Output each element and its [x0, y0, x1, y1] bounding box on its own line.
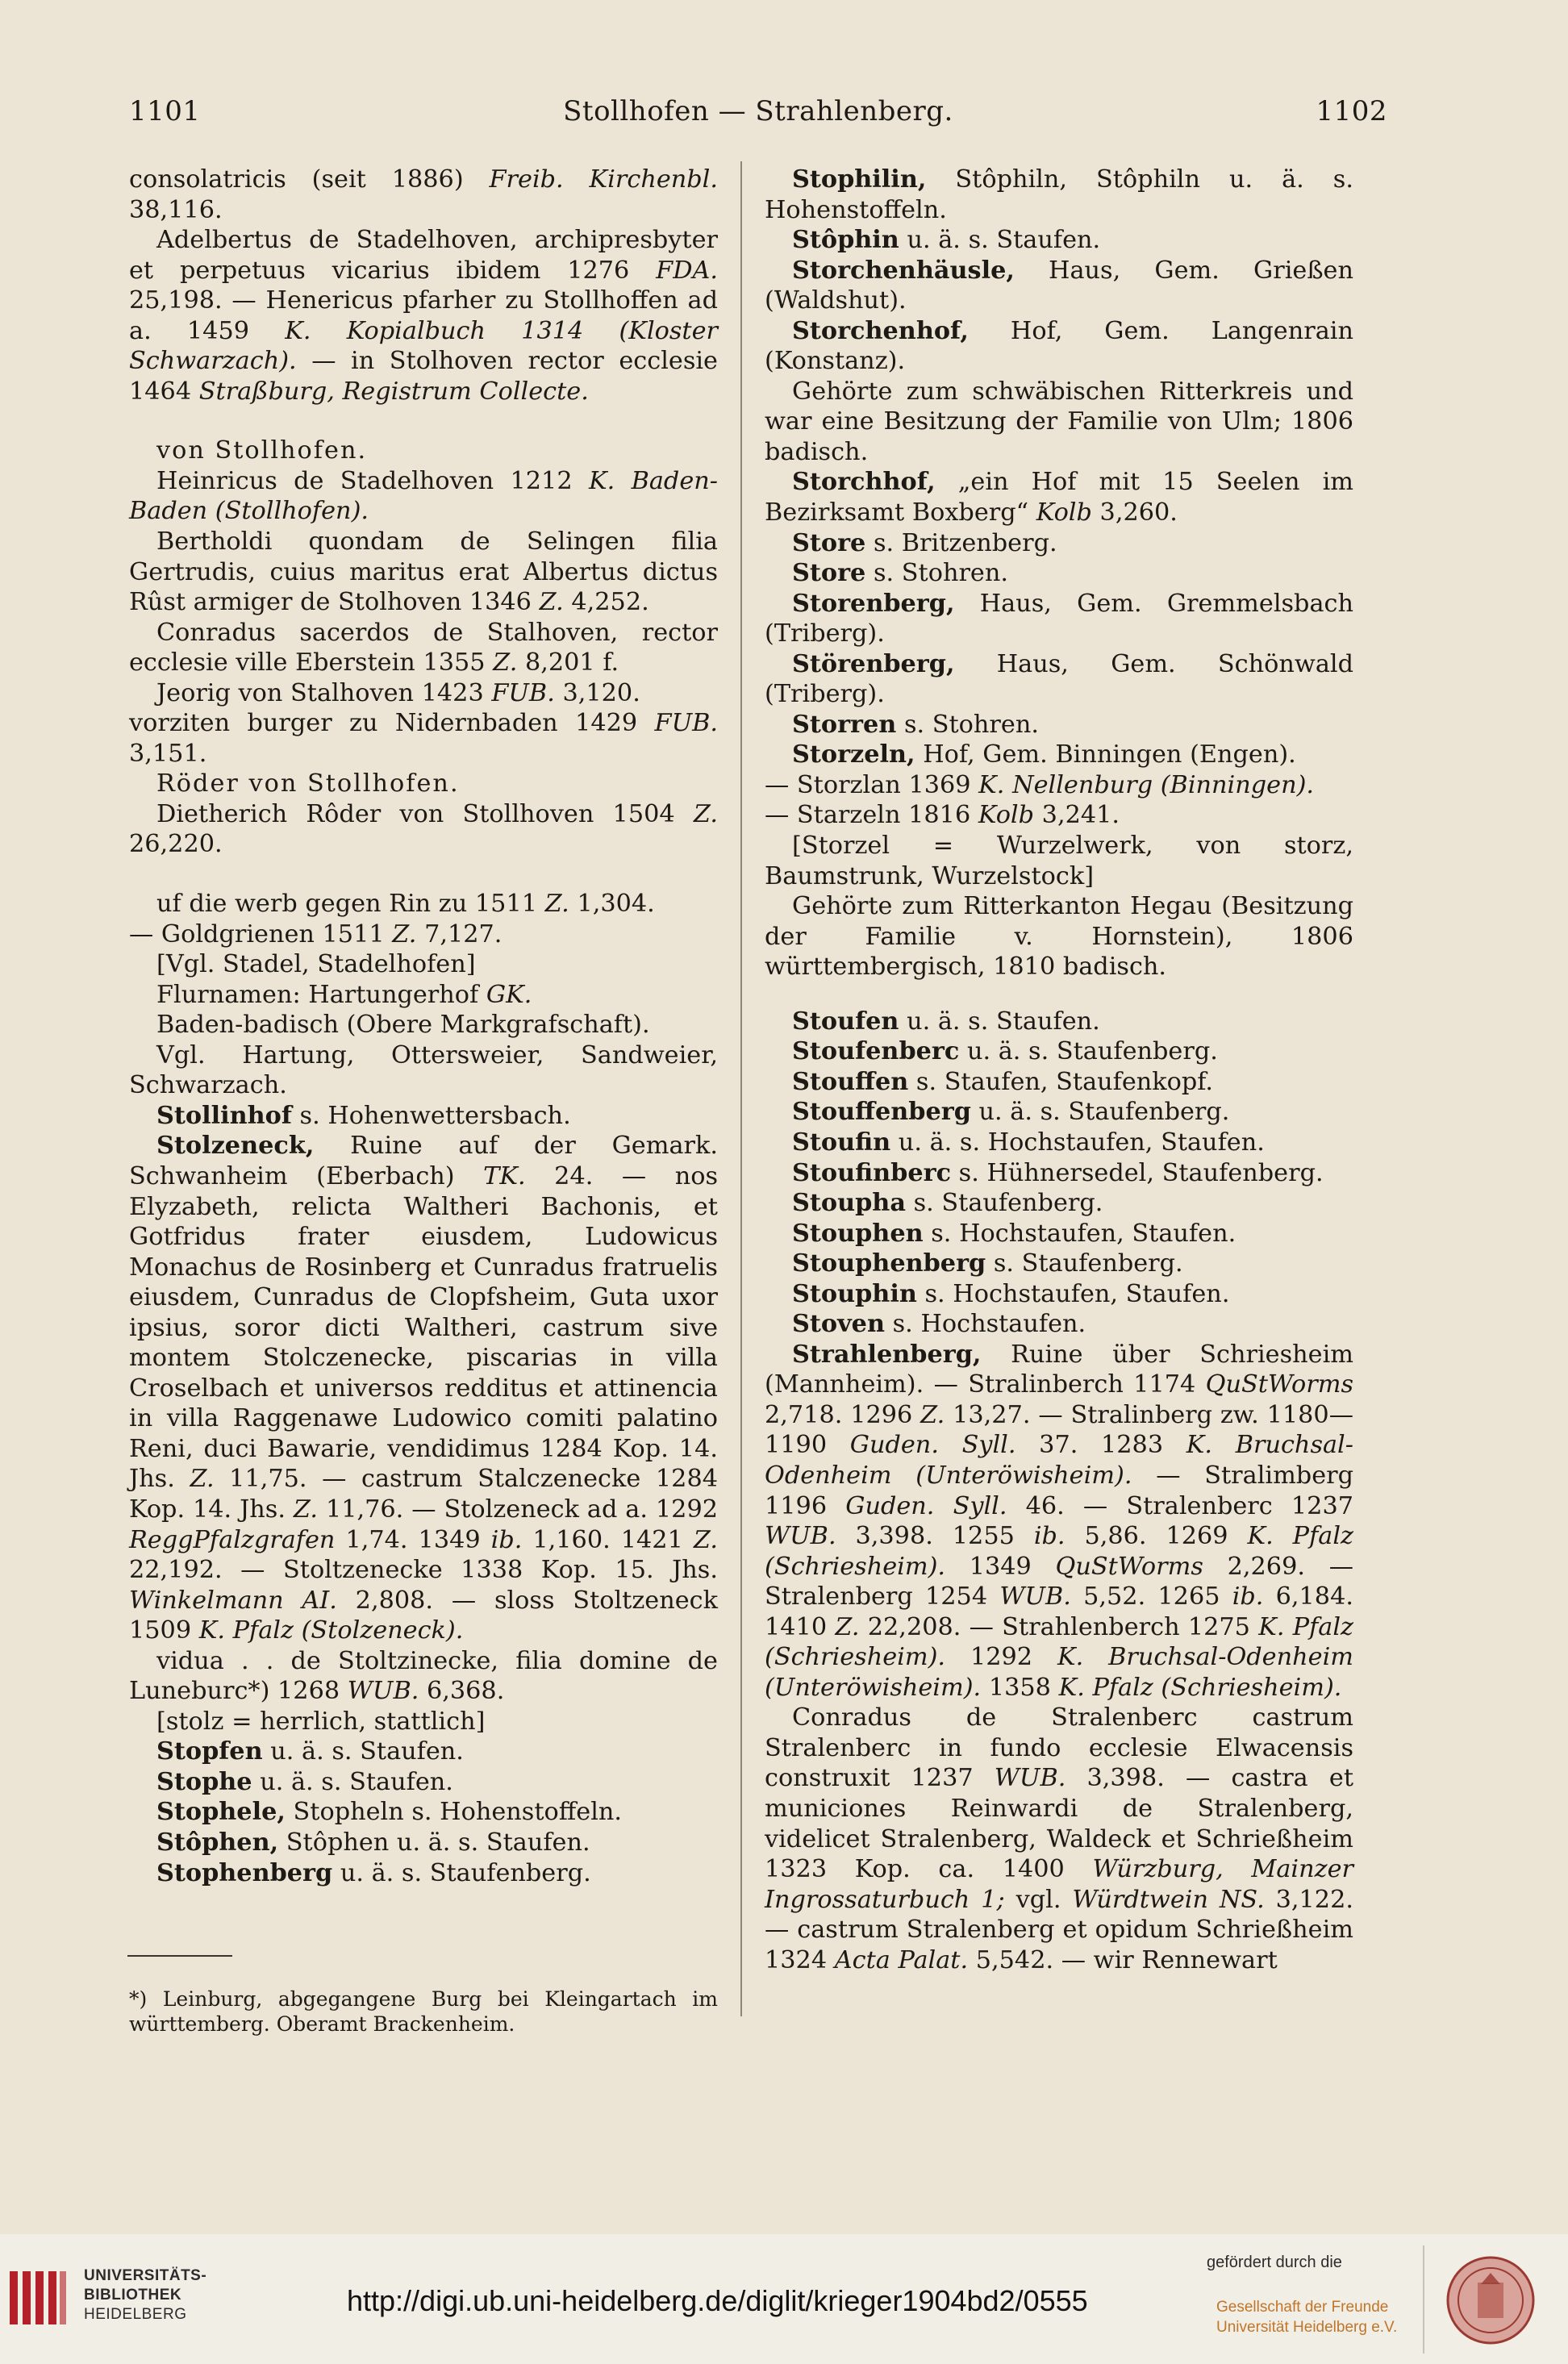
running-header: [129, 95, 1387, 144]
paragraph: Flurnamen: Hartungerhof GK.: [156, 980, 532, 1009]
library-name: UNIVERSITÄTS- BIBLIOTHEK HEIDELBERG: [84, 2267, 207, 2323]
paragraph: Gehörte zum schwäbischen Ritterkreis und war eine Besitzung der Familie von Ulm; 1806 badisch.: [765, 377, 1353, 466]
sponsor-label: gefördert durch die: [1207, 2254, 1342, 2271]
page-number-right: 1102: [1316, 95, 1387, 127]
paragraph: [stolz = herrlich, stattlich]: [156, 1707, 486, 1736]
entry: Stoven s. Hochstaufen.: [792, 1310, 1086, 1339]
entry: Stouffen s. Staufen, Staufenkopf.: [792, 1067, 1214, 1096]
entry: Stoufen u. ä. s. Staufen.: [792, 1007, 1100, 1036]
paragraph: Heinricus de Stadelhoven 1212 K. Baden-Baden (Stollhofen).: [129, 466, 718, 526]
entry: Stophele, Stopheln s. Hohenstoffeln.: [156, 1798, 623, 1827]
entry: Storchenhäusle, Haus, Gem. Grießen (Waldshut).: [765, 256, 1353, 315]
entry: Stôphen, Stôphen u. ä. s. Staufen.: [156, 1828, 590, 1857]
university-library-logo-icon: [5, 2265, 71, 2331]
paragraph: Dietherich Rôder von Stollhoven 1504 Z. 26,220.: [129, 799, 718, 859]
paragraph: — Goldgrienen 1511 Z. 7,127.: [129, 919, 503, 949]
entry: Stolzeneck, Ruine auf der Gemark. Schwanheim (Eberbach) TK. 24. — nos Elyzabeth, relicta Waltheri Bachonis, et Gotfridus frater eiusdem, Ludowicus Monachus de Rosinberg et Cunradus fratruelis eiusdem, Cunradus de Clopfsheim, Guta uxor ipsius, soror dicti Waltheri, castrum sive montem Stolczenecke, piscarias in villa Croselbach et universos redditus et attinencia in villa Raggenawe Ludowico comiti palatino Reni, duci Bawarie, vendidimus 1284 Kop. 14. Jhs. Z. 11,75. — castrum Stalczenecke 1284 Kop. 14. Jhs. Z. 11,76. — Stolzeneck ad a. 1292 ReggPfalzgrafen 1,74. 1349 ib. 1,160. 1421 Z. 22,192. — Stoltzenecke 1338 Kop. 15. Jhs. Winkelmann AI. 2,808. — sloss Stoltzeneck 1509 K. Pfalz (Stolzeneck).: [129, 1132, 719, 1645]
paragraph: Conradus sacerdos de Stalhoven, rector ecclesie ville Eberstein 1355 Z. 8,201 f.: [129, 618, 718, 678]
footer-divider: [1423, 2245, 1424, 2354]
permalink-url[interactable]: http://digi.ub.uni-heidelberg.de/diglit/krieger1904bd2/0555: [347, 2284, 1088, 2317]
entry: Store s. Britzenberg.: [792, 528, 1057, 557]
paragraph: Vgl. Hartung, Ottersweier, Sandweier, Schwarzach.: [129, 1040, 718, 1100]
section-heading: von Stollhofen.: [156, 436, 368, 465]
entry: Stoupha s. Staufenberg.: [792, 1189, 1103, 1218]
running-title: Stollhofen — Strahlenberg.: [563, 95, 953, 127]
university-seal-icon: [1445, 2255, 1536, 2345]
paragraph: — Starzeln 1816 Kolb 3,241.: [765, 801, 1120, 830]
entry: Stoufenberc u. ä. s. Staufenberg.: [792, 1037, 1218, 1066]
entry: Stouffenberg u. ä. s. Staufenberg.: [792, 1098, 1230, 1127]
paragraph: [Vgl. Stadel, Stadelhofen]: [156, 950, 476, 979]
paragraph: [Storzel = Wurzelwerk, von storz, Baumstrunk, Wurzelstock]: [765, 832, 1353, 890]
entry: Stouphenberg s. Staufenberg.: [792, 1249, 1183, 1278]
entry: Stollinhof s. Hohenwettersbach.: [156, 1101, 571, 1130]
entry: Storchhof, „ein Hof mit 15 Seelen im Bezirksamt Boxberg“ Kolb 3,260.: [765, 468, 1353, 527]
footnote: *) Leinburg, abgegangene Burg bei Kleingartach im württemberg. Oberamt Brackenheim.: [129, 1987, 718, 2036]
paragraph: consolatricis (seit 1886) Freib. Kirchenbl. 38,116.: [129, 165, 718, 224]
entry: Stopfen u. ä. s. Staufen.: [156, 1737, 464, 1766]
paragraph: Jeorig von Stalhoven 1423 FUB. 3,120.: [156, 678, 640, 707]
entry: Stophilin, Stôphiln, Stôphiln u. ä. s. Hohenstoffeln.: [765, 165, 1353, 224]
entry: Stoufin u. ä. s. Hochstaufen, Staufen.: [792, 1128, 1265, 1157]
entry: Stouphen s. Hochstaufen, Staufen.: [792, 1219, 1236, 1248]
paragraph: Conradus de Stralenberc castrum Stralenberc in fundo ecclesie Elwacensis construxit 1237 WUB. 3,398. — castra et municiones Reinwardi de Stralenberg, videlicet Stralenberg, Waldeck et Schrießheim 1323 Kop. ca. 1400 Würzburg, Mainzer Ingrossaturbuch 1; vgl. Würdtwein NS. 3,122. — castrum Stralenberg et opidum Schrießheim 1324 Acta Palat. 5,542. — wir Rennewart: [765, 1703, 1354, 1974]
paragraph: Baden-badisch (Obere Markgrafschaft).: [156, 1011, 650, 1040]
right-column: [765, 165, 1353, 1975]
entry: Strahlenberg, Ruine über Schriesheim (Mannheim). — Stralinberch 1174 QuStWorms 2,718. 1296 Z. 13,27. — Stralinberg zw. 1180—1190 Guden. Syll. 37. 1283 K. Bruchsal-Odenheim (Unteröwisheim). — Stralimberg 1196 Guden. Syll. 46. — Stralenberc 1237 WUB. 3,398. 1255 ib. 5,86. 1269 K. Pfalz (Schriesheim). 1349 QuStWorms 2,269. — Stralenberg 1254 WUB. 5,52. 1265 ib. 6,184. 1410 Z. 22,208. — Strahlenberch 1275 K. Pfalz (Schriesheim). 1292 K. Bruchsal-Odenheim (Unteröwisheim). 1358 K. Pfalz (Schriesheim).: [765, 1340, 1354, 1702]
entry: Store s. Stohren.: [792, 559, 1009, 588]
paragraph: Bertholdi quondam de Selingen filia Gertrudis, cuius maritus erat Albertus dictus Rûst armiger de Stolhoven 1346 Z. 4,252.: [129, 527, 718, 617]
entry: Stoufinberc s. Hühnersedel, Staufenberg.: [792, 1158, 1324, 1187]
entry: Stophenberg u. ä. s. Staufenberg.: [156, 1858, 591, 1887]
footnote-rule: [127, 1955, 232, 1957]
viewer-footer: [0, 2234, 1568, 2364]
entry: Stôphin u. ä. s. Staufen.: [792, 226, 1101, 255]
paragraph: uf die werb gegen Rin zu 1511 Z. 1,304.: [156, 890, 655, 919]
paragraph: vorziten burger zu Nidernbaden 1429 FUB. 3,151.: [129, 709, 718, 768]
entry: Storren s. Stohren.: [792, 710, 1039, 739]
entry: Storchenhof, Hof, Gem. Langenrain (Konstanz).: [765, 316, 1353, 376]
paragraph: Gehörte zum Ritterkanton Hegau (Besitzung der Familie v. Hornstein), 1806 württembergisch, 1810 badisch.: [765, 892, 1353, 982]
paragraph: vidua . . de Stoltzinecke, filia domine de Luneburc*) 1268 WUB. 6,368.: [129, 1646, 718, 1706]
entry: Storenberg, Haus, Gem. Gremmelsbach (Triberg).: [765, 589, 1353, 648]
entry: Storzeln, Hof, Gem. Binningen (Engen).: [792, 740, 1296, 769]
left-column: [129, 165, 718, 1888]
entry: Stophe u. ä. s. Staufen.: [156, 1767, 453, 1796]
entry: Störenberg, Haus, Gem. Schönwald (Triberg).: [765, 649, 1353, 709]
entry: Stouphin s. Hochstaufen, Staufen.: [792, 1279, 1230, 1308]
paragraph: Adelbertus de Stadelhoven, archipresbyter et perpetuus vicarius ibidem 1276 FDA. 25,198. — Henericus pfarher zu Stollhoffen ad a. 1459 K. Kopialbuch 1314 (Kloster Schwarzach). — in Stolhoven rector ecclesie 1464 Straßburg, Registrum Collecte.: [129, 226, 719, 406]
paragraph: — Storzlan 1369 K. Nellenburg (Binningen).: [765, 770, 1315, 799]
page-number-left: 1101: [129, 95, 201, 127]
column-divider: [740, 161, 742, 2016]
sponsor-name: Gesellschaft der Freunde Universität Heidelberg e.V.: [1216, 2299, 1398, 2336]
section-heading: Röder von Stollhofen.: [156, 769, 460, 798]
